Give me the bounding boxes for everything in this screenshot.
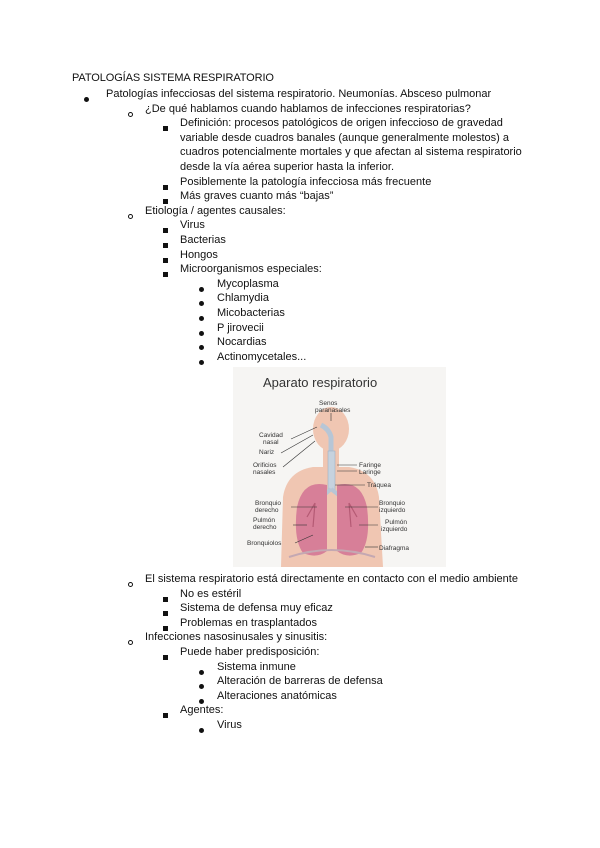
document-title: PATOLOGÍAS SISTEMA RESPIRATORIO	[72, 72, 274, 84]
label-cavidad-2: nasal	[263, 439, 279, 446]
agent-text: Microorganismos especiales:	[180, 263, 322, 276]
predisp-sub-text: Sistema inmune	[217, 660, 296, 673]
outline-lower	[92, 572, 572, 733]
label-faringe: Faringe	[359, 462, 382, 469]
agent-text: Bacterias	[180, 233, 226, 246]
label-pulmon-der-2: derecho	[253, 524, 277, 531]
definition-line: cuadros potencialmente mortales y que afectan al sistema respiratorio	[180, 146, 522, 159]
agentes-text: Agentes:	[180, 704, 224, 717]
special-text: Micobacterias	[217, 306, 285, 319]
list-item-predisp-sub	[199, 674, 572, 689]
agent-text: Hongos	[180, 248, 218, 261]
circle-bullet	[128, 209, 133, 224]
circle-bullet	[128, 577, 133, 592]
contacto-sub-text: Problemas en trasplantados	[180, 616, 317, 629]
circle-bullet	[128, 107, 133, 122]
special-text: Chlamydia	[217, 292, 269, 305]
square-bullet	[163, 650, 168, 665]
label-diafragma: Diafragma	[379, 545, 409, 552]
freq-text: Posiblemente la patología infecciosa más frecuente	[180, 175, 432, 188]
list-item-agentes	[163, 703, 572, 718]
label-traquea: Tráquea	[367, 482, 391, 489]
label-pulmon-der-1: Pulmón	[253, 517, 276, 524]
special-text: Actinomycetales...	[217, 350, 307, 363]
disc-bullet	[199, 355, 204, 370]
predisp-sub-text: Alteración de barreras de defensa	[217, 675, 383, 688]
label-bronquio-izq-1: Bronquio	[379, 500, 406, 507]
list-item-agent	[163, 218, 572, 233]
list-item-q1	[128, 102, 572, 117]
diagram-title: Aparato respiratorio	[263, 375, 378, 390]
list-item-special	[199, 335, 572, 350]
list-item-agent	[163, 233, 572, 248]
section-heading: Patologías infecciosas del sistema respiratorio. Neumonías. Absceso pulmonar	[106, 88, 492, 100]
list-item-agentes-sub	[199, 718, 572, 733]
agentes-sub-text: Virus	[217, 718, 242, 731]
disc-bullet	[199, 723, 204, 738]
contacto-text: El sistema respiratorio está directamente en contacto con el medio ambiente	[145, 573, 518, 585]
list-item-contacto-sub	[163, 616, 572, 631]
list-item-contacto-sub	[163, 601, 572, 616]
list-item-graves	[163, 189, 572, 204]
predisp-text: Puede haber predisposición:	[180, 645, 320, 658]
list-item-predisp	[163, 645, 572, 660]
list-item-agent	[163, 262, 572, 277]
label-laringe: Laringe	[359, 469, 381, 476]
label-pulmon-izq-1: Pulmón	[385, 519, 408, 526]
list-item-predisp-sub	[199, 660, 572, 675]
etiologia-text: Etiología / agentes causales:	[145, 204, 286, 217]
respiratory-diagram	[233, 367, 446, 567]
list-item-special	[199, 306, 572, 321]
label-pulmon-izq-2: izquierdo	[381, 526, 408, 533]
contacto-sub-text: No es estéril	[180, 587, 242, 600]
label-bronquio-izq-2: izquierdo	[379, 507, 406, 514]
special-text: Nocardias	[217, 336, 267, 349]
definition-line: Definición: procesos patológicos de origen infeccioso de gravedad	[180, 117, 503, 130]
list-item-special	[199, 350, 572, 365]
list-item-predisp-sub	[199, 689, 572, 704]
special-text: Mycoplasma	[217, 277, 279, 290]
nasos-text: Infecciones nasosinusales y sinusitis:	[145, 631, 328, 644]
list-item-contacto-sub	[163, 587, 572, 602]
predisp-sub-text: Alteraciones anatómicas	[217, 689, 337, 702]
list-item-section	[92, 87, 572, 102]
list-item-etiologia	[128, 204, 572, 219]
list-item-nasos	[128, 630, 572, 645]
graves-text: Más graves cuanto más “bajas”	[180, 190, 334, 203]
label-orificios-2: nasales	[253, 469, 276, 476]
special-text: P jirovecii	[217, 321, 264, 334]
list-item-contacto	[128, 572, 572, 587]
list-item-special	[199, 321, 572, 336]
contacto-sub-text: Sistema de defensa muy eficaz	[180, 602, 333, 615]
definition-line: desde la vía aérea superior hasta la inferior.	[180, 160, 395, 173]
label-bronquiolos: Bronquiolos	[247, 540, 282, 547]
circle-bullet	[128, 635, 133, 650]
list-item-freq	[163, 175, 572, 190]
label-bronquio-der-2: derecho	[255, 507, 279, 514]
label-cavidad-1: Cavidad	[259, 432, 283, 439]
list-item-agent	[163, 248, 572, 263]
square-bullet	[163, 267, 168, 282]
q1-text: ¿De qué hablamos cuando hablamos de infecciones respiratorias?	[145, 102, 471, 115]
agent-text: Virus	[180, 219, 205, 232]
square-bullet	[163, 708, 168, 723]
definition-line: variable desde cuadros banales (aunque generalmente molestos) a	[180, 131, 509, 144]
label-senos-1: Senos	[319, 400, 338, 407]
list-item-special	[199, 291, 572, 306]
outline	[92, 87, 572, 364]
disc-bullet	[84, 92, 89, 107]
label-orificios-1: Orificios	[253, 462, 277, 469]
label-bronquio-der-1: Bronquio	[255, 500, 282, 507]
list-item-definition	[163, 116, 572, 174]
label-senos-2: paranasales	[315, 407, 351, 414]
list-item-special	[199, 277, 572, 292]
square-bullet	[163, 121, 168, 136]
label-nariz: Nariz	[259, 449, 275, 456]
